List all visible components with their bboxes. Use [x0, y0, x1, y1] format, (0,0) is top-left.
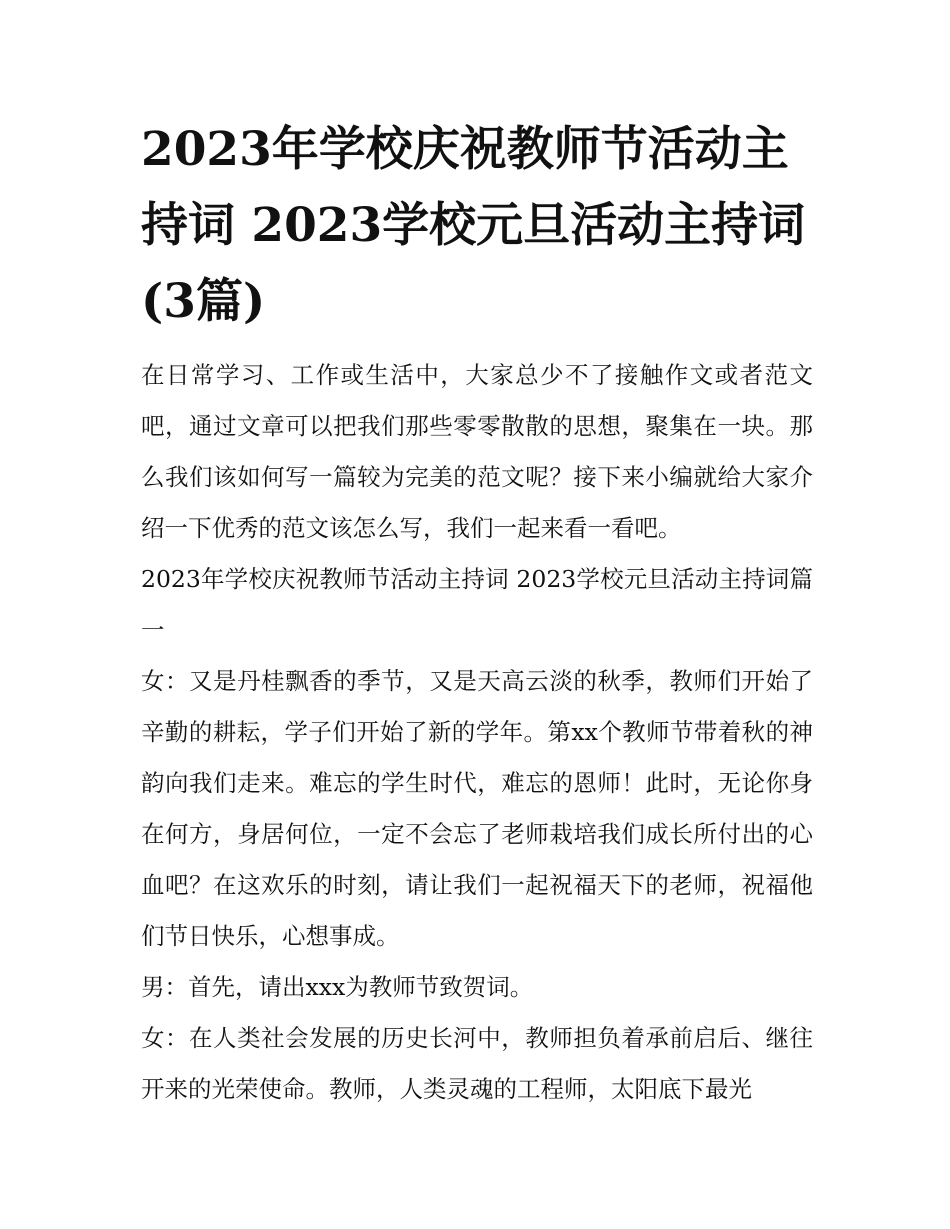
dialogue-paragraph: 女：又是丹桂飘香的季节，又是天高云淡的秋季，教师们开始了辛勤的耕耘，学子们开始了新的学年。第xx个教师节带着秋的神韵向我们走来。难忘的学生时代，难忘的恩师！此时，无论你身在何方，身居何位，一定不会忘了老师栽培我们成长所付出的心血吧？在这欢乐的时刻，请让我们一起祝福天下的老师，祝福他们节日快乐，心想事成。	[141, 667, 813, 950]
intro-paragraph: 在日常学习、工作或生活中，大家总少不了接触作文或者范文吧，通过文章可以把我们那些零零散散的思想，聚集在一块。那么我们该如何写一篇较为完美的范文呢？接下来小编就给大家介绍一下优秀的范文该怎么写，我们一起来看一看吧。	[141, 361, 813, 542]
section-heading: 2023年学校庆祝教师节活动主持词 2023学校元旦活动主持词篇一	[141, 565, 813, 644]
dialogue-paragraph: 男：首先，请出xxx为教师节致贺词。	[141, 973, 534, 1001]
document-content	[141, 112, 813, 1115]
dialogue-paragraph: 女：在人类社会发展的历史长河中，教师担负着承前启后、继往开来的光荣使命。教师，人类灵魂的工程师，太阳底下最光	[141, 1024, 813, 1103]
document-title: 2023年学校庆祝教师节活动主持词 2023学校元旦活动主持词(3篇)	[141, 122, 806, 329]
document-body	[141, 350, 813, 1115]
